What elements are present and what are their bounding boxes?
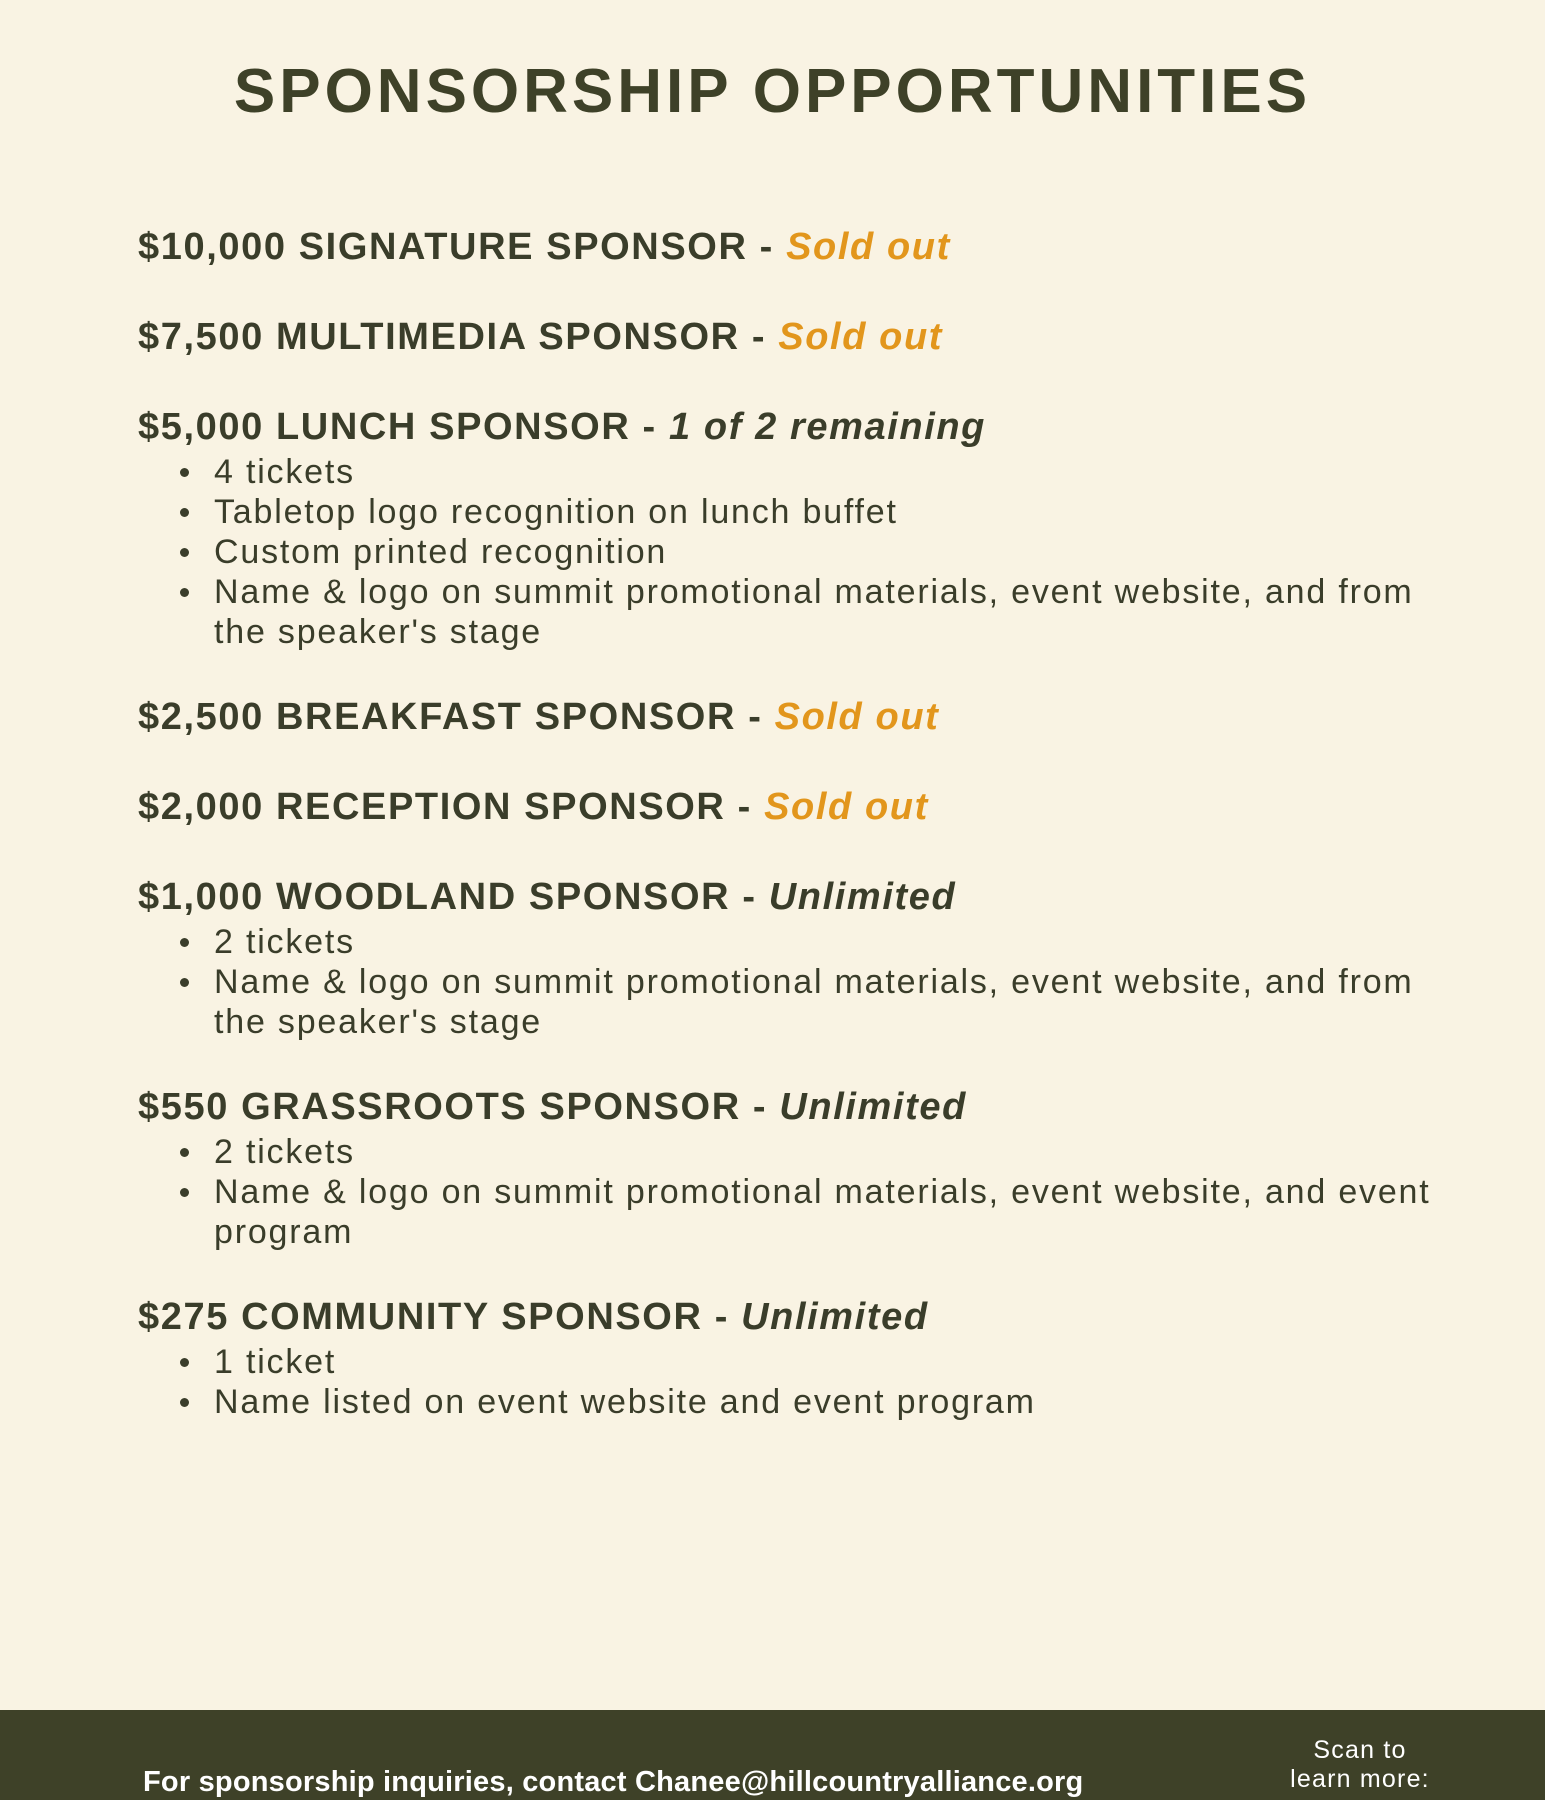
tier-separator: - — [759, 226, 774, 268]
sold-out-status: Sold out — [786, 226, 951, 268]
tier-separator: - — [737, 786, 752, 828]
sold-out-status: Sold out — [764, 786, 929, 828]
tier-benefits-list — [138, 922, 1438, 1042]
benefit-item: Name & logo on summit promotional materials, event website, and from the speaker's stage — [214, 572, 1438, 652]
benefit-item: 4 tickets — [214, 452, 1438, 492]
benefit-item: 2 tickets — [214, 922, 1438, 962]
tier-heading-line — [138, 1292, 1438, 1342]
tier-name: $5,000 LUNCH SPONSOR — [138, 406, 631, 448]
tier-name: $1,000 WOODLAND SPONSOR — [138, 876, 731, 918]
tier-benefits-list — [138, 1132, 1438, 1252]
tier-heading-line — [138, 872, 1438, 922]
tier-separator: - — [642, 406, 657, 448]
tier-name: $2,000 RECEPTION SPONSOR — [138, 786, 726, 828]
sponsor-tier-list — [138, 222, 1438, 1462]
page-title: SPONSORSHIP OPPORTUNITIES — [233, 57, 1312, 126]
sponsor-tier — [138, 872, 1438, 1042]
scan-label-line: Scan to — [1313, 1736, 1407, 1764]
tier-name: $2,500 BREAKFAST SPONSOR — [138, 696, 737, 738]
tier-name: $7,500 MULTIMEDIA SPONSOR — [138, 316, 740, 358]
benefit-item: Custom printed recognition — [214, 532, 1438, 572]
benefit-item: Name & logo on summit promotional materials, event website, and event program — [214, 1172, 1438, 1252]
scan-to-learn-label — [1265, 1736, 1455, 1794]
benefit-item: 2 tickets — [214, 1132, 1438, 1172]
sponsor-tier — [138, 782, 1438, 832]
tier-separator: - — [751, 316, 767, 358]
availability-status: 1 of 2 remaining — [668, 406, 986, 448]
sponsor-tier — [138, 1292, 1438, 1422]
benefit-item: Name listed on event website and event program — [214, 1382, 1438, 1422]
sponsor-tier — [138, 312, 1438, 362]
tier-benefits-list — [138, 452, 1438, 652]
tier-heading-line — [138, 402, 1438, 452]
sponsor-tier — [138, 402, 1438, 652]
tier-name: $275 COMMUNITY SPONSOR — [138, 1296, 703, 1338]
tier-heading-line — [138, 782, 1438, 832]
sponsor-tier — [138, 222, 1438, 272]
benefit-item: Name & logo on summit promotional materials, event website, and from the speaker's stage — [214, 962, 1438, 1042]
benefit-item: 1 ticket — [214, 1342, 1438, 1382]
sponsor-tier — [138, 692, 1438, 742]
scan-label-line: learn more: — [1290, 1765, 1430, 1793]
tier-name: $550 GRASSROOTS SPONSOR — [138, 1086, 741, 1128]
sold-out-status: Sold out — [774, 696, 940, 738]
benefit-item: Tabletop logo recognition on lunch buffet — [214, 492, 1438, 532]
sponsor-tier — [138, 1082, 1438, 1252]
availability-status: Unlimited — [741, 1296, 929, 1338]
tier-heading-line — [138, 692, 1438, 742]
tier-heading-line — [138, 222, 1438, 272]
tier-separator: - — [714, 1296, 729, 1338]
sponsorship-contact-text: For sponsorship inquiries, contact Chanee@hillcountryalliance.org — [143, 1766, 1084, 1798]
tier-name: $10,000 SIGNATURE SPONSOR — [138, 226, 748, 268]
availability-status: Unlimited — [779, 1086, 967, 1128]
tier-separator: - — [748, 696, 763, 738]
tier-separator: - — [742, 876, 757, 918]
sold-out-status: Sold out — [778, 316, 944, 358]
tier-separator: - — [752, 1086, 768, 1128]
availability-status: Unlimited — [768, 876, 957, 918]
tier-benefits-list — [138, 1342, 1438, 1422]
tier-heading-line — [138, 312, 1438, 362]
footer-bar — [0, 1710, 1545, 1800]
tier-heading-line — [138, 1082, 1438, 1132]
